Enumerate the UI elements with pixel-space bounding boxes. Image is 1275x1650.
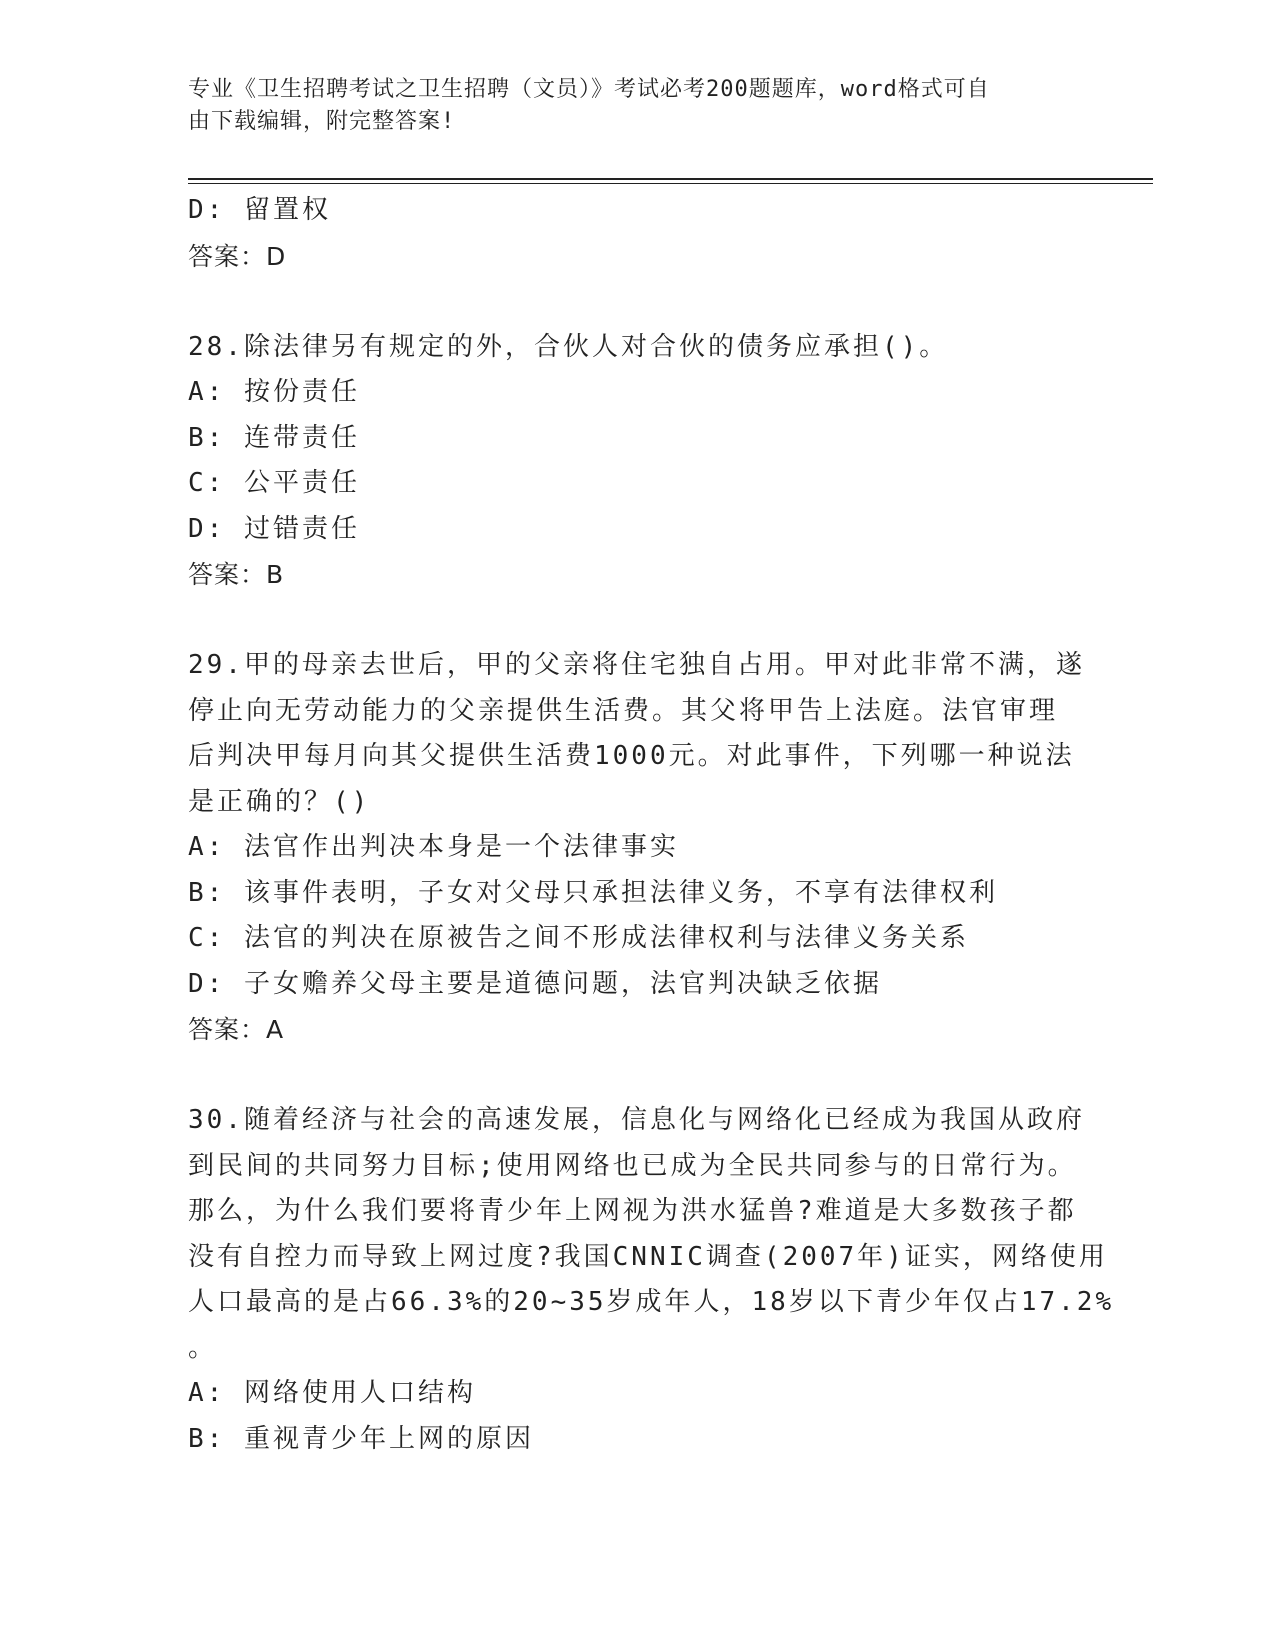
q29-stem-line: 后判决甲每月向其父提供生活费1000元。对此事件，下列哪一种说法 [188, 741, 1075, 771]
q29-answer: 答案：A [188, 1015, 285, 1044]
header-divider-thin [188, 183, 1153, 184]
q30-stem-line: 到民间的共同努力目标;使用网络也已成为全民共同参与的日常行为。 [188, 1150, 1077, 1181]
q28-stem: 28.除法律另有规定的外，合伙人对合伙的债务应承担()。 [188, 331, 949, 362]
spacer [188, 598, 1088, 644]
prev-answer: 答案：D [188, 241, 287, 271]
q30-stem-line: 。 [188, 1332, 218, 1363]
spacer [188, 1053, 1088, 1099]
q29-stem-line: 停止向无劳动能力的父亲提供生活费。其父将甲告上法庭。法官审理 [188, 695, 1059, 726]
spacer [188, 279, 1088, 325]
q28-option-b: B: 连带责任 [188, 422, 360, 453]
q30-stem-line: 30.随着经济与社会的高速发展，信息化与网络化已经成为我国从政府 [188, 1105, 1085, 1135]
q28-option-c: C: 公平责任 [188, 468, 360, 498]
document-header [188, 74, 1088, 138]
q30-option-b: B: 重视青少年上网的原因 [188, 1423, 534, 1454]
question-content [188, 188, 1115, 1462]
q29-stem-line: 是正确的？() [188, 786, 371, 817]
header-title-line-1: 专业《卫生招聘考试之卫生招聘（文员）》考试必考200题题库，word格式可自 [188, 77, 990, 102]
q30-stem-line: 人口最高的是占66.3%的20~35岁成年人，18岁以下青少年仅占17.2% [188, 1287, 1115, 1317]
header-title-line-2: 由下载编辑，附完整答案! [188, 109, 456, 134]
q30-stem-line: 那么，为什么我们要将青少年上网视为洪水猛兽?难道是大多数孩子都 [188, 1196, 1077, 1226]
q29-option-c: C: 法官的判决在原被告之间不形成法律权利与法律义务关系 [188, 923, 969, 953]
header-divider-thick [188, 178, 1153, 180]
q29-stem-line: 29.甲的母亲去世后，甲的父亲将住宅独自占用。甲对此非常不满，遂 [188, 650, 1085, 680]
prev-option-d: D: 留置权 [188, 195, 331, 225]
q29-option-d: D: 子女赡养父母主要是道德问题，法官判决缺乏依据 [188, 968, 882, 999]
q28-option-d: D: 过错责任 [188, 513, 360, 544]
q28-option-a: A: 按份责任 [188, 377, 360, 407]
q28-answer: 答案：B [188, 560, 285, 589]
q30-option-a: A: 网络使用人口结构 [188, 1378, 476, 1408]
q30-stem-line: 没有自控力而导致上网过度?我国CNNIC调查(2007年)证实，网络使用 [188, 1241, 1108, 1272]
q29-option-b: B: 该事件表明，子女对父母只承担法律义务，不享有法律权利 [188, 877, 998, 908]
q29-option-a: A: 法官作出判决本身是一个法律事实 [188, 832, 679, 862]
